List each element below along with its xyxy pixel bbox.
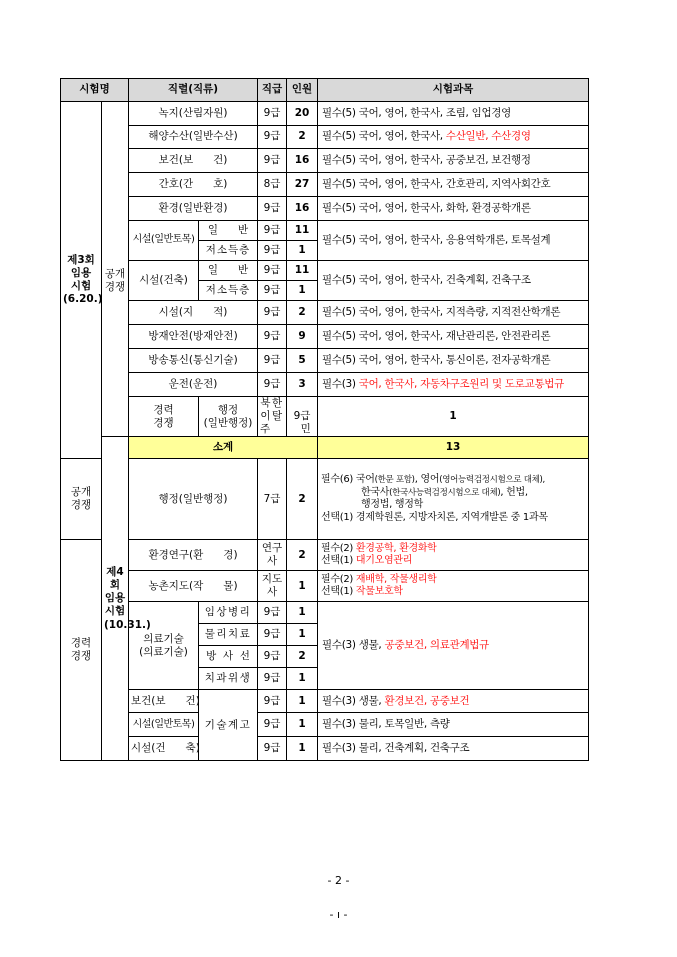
subjects-highlight: 국어, 한국사, 자동차구조원리 및 도로교통법규 bbox=[358, 377, 564, 390]
position-cell: 환경연구(환 경) bbox=[129, 540, 258, 571]
position-cell: 환경(일반환경) bbox=[129, 197, 258, 221]
exam3-career-line2: 경쟁 bbox=[153, 416, 174, 429]
subjects-cell bbox=[318, 261, 589, 301]
count-cell: 2 bbox=[287, 459, 318, 540]
grade-cell: 9급 bbox=[258, 301, 287, 325]
grade-cell: 8급 bbox=[258, 173, 287, 197]
count-cell: 1 bbox=[287, 690, 318, 713]
count-cell: 1 bbox=[287, 737, 318, 761]
count-cell: 27 bbox=[287, 173, 318, 197]
subjects-text: 국어, 영어, 한국사, 응용역학개론, 토목설계 bbox=[358, 233, 551, 246]
grade-cell: 9급 bbox=[258, 713, 287, 737]
exam3-open-line2: 경쟁 bbox=[104, 280, 126, 293]
count-cell: 11 bbox=[287, 221, 318, 241]
subjects-cell bbox=[318, 690, 589, 713]
grade-cell: 9급 bbox=[258, 281, 287, 301]
position-cell: 행정(일반행정) bbox=[129, 459, 258, 540]
grade-cell: 9급 bbox=[258, 690, 287, 713]
count-cell: 20 bbox=[287, 102, 318, 126]
subjects-cell bbox=[318, 571, 589, 602]
grade-cell: 9급 bbox=[258, 349, 287, 373]
exam4-career-line1: 경력 bbox=[70, 637, 92, 650]
table-row bbox=[61, 690, 589, 713]
exam3-career-line1: 경력 bbox=[153, 403, 174, 416]
count-cell: 1 bbox=[287, 571, 318, 602]
exam4-open-line2: 경쟁 bbox=[70, 499, 92, 512]
tech-label-cell: 기술계고 bbox=[199, 690, 258, 761]
table-row bbox=[61, 349, 589, 373]
table-row bbox=[61, 540, 589, 571]
exam3-name-line4: (6.20.) bbox=[63, 293, 103, 306]
footer-mark: - ı - bbox=[329, 908, 348, 921]
subjects-cell bbox=[318, 540, 589, 571]
subjects-text: 물리, 건축계획, 건축구조 bbox=[358, 742, 470, 755]
position-cell: 보건(보 건) bbox=[129, 690, 199, 713]
grade-cell: 9급 bbox=[258, 149, 287, 173]
subjects-text: 물리, 토목일반, 측량 bbox=[358, 718, 450, 731]
subjects-cell bbox=[318, 126, 589, 149]
position-cell: 해양수산(일반수산) bbox=[129, 126, 258, 149]
arch-sub-general: 일 반 bbox=[199, 261, 258, 281]
optional-label: 선택(1) bbox=[321, 586, 354, 598]
position-cell: 시설(지 적) bbox=[129, 301, 258, 325]
exam4-open-cell bbox=[61, 459, 102, 540]
count-cell: 1 bbox=[318, 397, 589, 437]
subjects-highlight: 환경보건, 공중보건 bbox=[384, 694, 470, 707]
count-cell: 16 bbox=[287, 149, 318, 173]
subjects-cell bbox=[318, 602, 589, 690]
position-cell: 보건(보 건) bbox=[129, 149, 258, 173]
exam3-name-cell bbox=[61, 102, 102, 459]
subjects-cell bbox=[318, 325, 589, 349]
subjects-note: (영어능력검정시험으로 대체), bbox=[439, 475, 545, 486]
table-row bbox=[61, 197, 589, 221]
position-cell: 시설(건 축) bbox=[129, 737, 199, 761]
subjects-highlight: 대기오염관리 bbox=[355, 555, 413, 567]
exam3-career-cell bbox=[129, 397, 199, 437]
required-label: 필수(5) bbox=[322, 273, 356, 286]
med-sub-cell: 물리치료 bbox=[199, 624, 258, 646]
exam4-open-line1: 공개 bbox=[70, 486, 92, 499]
count-cell: 1 bbox=[287, 624, 318, 646]
arch-position-cell: 시설(건축) bbox=[129, 261, 199, 301]
grade-cell: 지도사 bbox=[258, 571, 287, 602]
subjects-cell bbox=[318, 102, 589, 126]
table-row bbox=[61, 261, 589, 281]
count-cell: 11 bbox=[287, 261, 318, 281]
count-cell: 16 bbox=[287, 197, 318, 221]
subjects-line3: 행정법, 행정학 bbox=[361, 499, 423, 511]
grade-cell: 9급 bbox=[258, 241, 287, 261]
subjects-text: 국어, 영어, 한국사, 지적측량, 지적전산학개론 bbox=[358, 305, 561, 318]
grade-cell: 9급 bbox=[258, 602, 287, 624]
required-label: 필수(3) 생물, bbox=[322, 694, 382, 707]
header-exam-name: 시험명 bbox=[61, 79, 129, 102]
required-label: 필수(5) bbox=[322, 305, 356, 318]
table-row bbox=[61, 301, 589, 325]
subjects-text: 국어, 영어, 한국사, bbox=[358, 130, 443, 143]
table-row bbox=[61, 373, 589, 397]
subjects-line1 bbox=[321, 474, 585, 487]
subjects-line2 bbox=[321, 586, 585, 599]
position-cell: 운전(운전) bbox=[129, 373, 258, 397]
table-row bbox=[61, 126, 589, 149]
exam4-name-line2: 임용 bbox=[104, 592, 126, 605]
table-row bbox=[61, 173, 589, 197]
exam4-career-line2: 경쟁 bbox=[70, 650, 92, 663]
count-cell: 2 bbox=[287, 126, 318, 149]
position-cell: 간호(간 호) bbox=[129, 173, 258, 197]
count-cell: 2 bbox=[287, 301, 318, 325]
subjects-text: 국어, 영어, 한국사, 조림, 임업경영 bbox=[358, 106, 511, 119]
exam4-career-cell bbox=[61, 540, 102, 761]
grade-cell: 9급 bbox=[258, 221, 287, 241]
subjects-cell bbox=[318, 301, 589, 325]
required-label: 필수(2) bbox=[321, 573, 354, 585]
required-label: 필수(3) bbox=[322, 377, 356, 390]
career-position-line1: 행정 bbox=[217, 403, 239, 416]
subjects-text: 국어, 영어, 한국사, 건축계획, 건축구조 bbox=[358, 273, 531, 286]
subjects-cell bbox=[318, 713, 589, 737]
grade-cell: 9급 bbox=[258, 126, 287, 149]
subjects-cell bbox=[318, 197, 589, 221]
grade-cell: 9급 bbox=[258, 197, 287, 221]
count-cell: 9 bbox=[287, 325, 318, 349]
subjects-cell bbox=[318, 173, 589, 197]
career-sub-line1: 북한이탈 bbox=[260, 397, 284, 423]
table-row bbox=[61, 459, 589, 540]
required-label: 필수(3) bbox=[322, 718, 356, 731]
med-sub-cell: 임상병리 bbox=[199, 602, 258, 624]
table-row bbox=[61, 149, 589, 173]
grade-cell: 9급 bbox=[258, 373, 287, 397]
subjects-text: , 헌법, bbox=[500, 486, 528, 498]
career-position-cell bbox=[199, 397, 258, 437]
header-subjects: 시험과목 bbox=[318, 79, 589, 102]
table-row bbox=[61, 571, 589, 602]
med-position-line1: 의료기술 bbox=[143, 632, 184, 645]
subjects-cell bbox=[318, 459, 589, 540]
subjects-text: 한국사 bbox=[361, 486, 390, 498]
subjects-text: 국어, 영어, 한국사, 간호관리, 지역사회간호 bbox=[358, 177, 551, 190]
header-count: 인원 bbox=[287, 79, 318, 102]
table-row bbox=[61, 737, 589, 761]
exam3-open-line1: 공개 bbox=[104, 267, 126, 280]
subtotal-label: 소계 bbox=[129, 437, 318, 459]
career-sub-line2: 주 민 bbox=[260, 423, 313, 436]
required-label: 필수(5) bbox=[322, 177, 356, 190]
count-cell: 1 bbox=[287, 713, 318, 737]
subjects-highlight: 작물보호학 bbox=[355, 586, 403, 598]
exam3-name-line1: 제3회 bbox=[67, 253, 95, 266]
table-header-row bbox=[61, 79, 589, 102]
count-cell: 1 bbox=[287, 602, 318, 624]
med-sub-cell: 방 사 선 bbox=[199, 646, 258, 668]
subjects-cell bbox=[318, 373, 589, 397]
required-label: 필수(5) bbox=[322, 233, 356, 246]
required-label: 필수(2) bbox=[321, 542, 354, 554]
position-cell: 방재안전(방재안전) bbox=[129, 325, 258, 349]
subjects-text: 국어, 영어, 한국사, 재난관리론, 안전관리론 bbox=[358, 329, 551, 342]
med-position-line2: (의료기술) bbox=[139, 645, 188, 658]
count-cell: 3 bbox=[287, 373, 318, 397]
exam4-name-cell bbox=[102, 437, 151, 761]
grade-cell: 9급 bbox=[258, 261, 287, 281]
required-label: 필수(5) bbox=[322, 153, 356, 166]
exam4-name-line4: (10.31.) bbox=[104, 618, 151, 631]
table-row bbox=[61, 397, 589, 437]
subtotal-value: 13 bbox=[318, 437, 589, 459]
exam3-open-cell bbox=[102, 126, 129, 437]
exam-schedule-table bbox=[60, 78, 589, 761]
table-row bbox=[61, 713, 589, 737]
subjects-text: 국어, 영어, 한국사, 통신이론, 전자공학개론 bbox=[358, 353, 551, 366]
subjects-highlight: 환경공학, 환경화학 bbox=[355, 542, 437, 554]
table-row bbox=[61, 325, 589, 349]
page-number: - 2 - bbox=[327, 874, 350, 887]
count-cell: 2 bbox=[287, 646, 318, 668]
subjects-line4: 선택(1) 경제학원론, 지방자치론, 지역개발론 중 1과목 bbox=[321, 511, 548, 523]
grade-cell: 9급 bbox=[258, 624, 287, 646]
grade-cell: 9급 bbox=[258, 737, 287, 761]
grade-cell: 9급 bbox=[258, 646, 287, 668]
subjects-highlight: 재배학, 작물생리학 bbox=[355, 573, 437, 585]
exam3-open-spacer bbox=[102, 102, 129, 126]
required-label: 필수(5) bbox=[322, 106, 356, 119]
position-cell: 시설(일반토목) bbox=[129, 713, 199, 737]
subjects-note: (한문 포함) bbox=[374, 475, 415, 486]
optional-label: 선택(1) bbox=[321, 555, 354, 567]
civil-sub-general: 일 반 bbox=[199, 221, 258, 241]
exam3-name-line2: 임용 bbox=[70, 267, 92, 280]
exam3-name-line3: 시험 bbox=[70, 280, 92, 293]
grade-cell: 7급 bbox=[258, 459, 287, 540]
header-position: 직렬(직류) bbox=[129, 79, 258, 102]
subjects-text: 국어, 영어, 한국사, 공중보건, 보건행정 bbox=[358, 153, 531, 166]
arch-sub-lowincome: 저소득층 bbox=[199, 281, 258, 301]
required-label: 필수(5) bbox=[322, 201, 356, 214]
subtotal-row bbox=[61, 437, 589, 459]
subjects-cell bbox=[318, 349, 589, 373]
subjects-line2 bbox=[321, 555, 585, 568]
subjects-line1 bbox=[321, 543, 585, 556]
position-cell: 녹지(산림자원) bbox=[129, 102, 258, 126]
subjects-highlight: 수산일반, 수산경영 bbox=[445, 130, 531, 143]
subjects-text: 필수(6) 국어 bbox=[321, 474, 375, 486]
required-label: 필수(5) bbox=[322, 329, 356, 342]
position-cell: 방송통신(통신기술) bbox=[129, 349, 258, 373]
subjects-text: 국어, 영어, 한국사, 화학, 환경공학개론 bbox=[358, 201, 531, 214]
subjects-cell bbox=[318, 737, 589, 761]
required-label: 필수(5) bbox=[322, 353, 356, 366]
count-cell: 1 bbox=[287, 241, 318, 261]
count-cell: 2 bbox=[287, 540, 318, 571]
med-position-cell bbox=[129, 602, 199, 690]
grade-cell: 연구사 bbox=[258, 540, 287, 571]
grade-cell: 9급 bbox=[258, 668, 287, 690]
med-sub-cell: 치과위생 bbox=[199, 668, 258, 690]
subjects-text: , 영어 bbox=[414, 474, 440, 486]
header-grade: 직급 bbox=[258, 79, 287, 102]
exam4-name-line1: 제4회 bbox=[106, 566, 124, 592]
required-label: 필수(3) bbox=[322, 742, 356, 755]
subjects-cell bbox=[318, 149, 589, 173]
required-label: 필수(5) bbox=[322, 130, 356, 143]
count-cell: 5 bbox=[287, 349, 318, 373]
position-cell: 농촌지도(작 물) bbox=[129, 571, 258, 602]
grade-cell: 9급 bbox=[258, 325, 287, 349]
subjects-line2 bbox=[321, 487, 585, 500]
civil-position-cell: 시설(일반토목) bbox=[129, 221, 199, 261]
subjects-cell bbox=[318, 221, 589, 261]
career-position-line2: (일반행정) bbox=[203, 416, 253, 429]
subjects-line1 bbox=[321, 574, 585, 587]
table-row bbox=[61, 221, 589, 241]
count-cell: 1 bbox=[287, 668, 318, 690]
subjects-note: (한국사능력검정시험으로 대체) bbox=[389, 487, 501, 498]
grade-cell: 9급 bbox=[287, 397, 318, 437]
civil-sub-lowincome: 저소득층 bbox=[199, 241, 258, 261]
grade-cell: 9급 bbox=[258, 102, 287, 126]
table-row bbox=[61, 102, 589, 126]
required-label: 필수(3) 생물, bbox=[322, 639, 382, 652]
exam4-name-line3: 시험 bbox=[104, 605, 126, 618]
count-cell: 1 bbox=[287, 281, 318, 301]
subjects-highlight: 공중보건, 의료관계법규 bbox=[384, 639, 489, 652]
